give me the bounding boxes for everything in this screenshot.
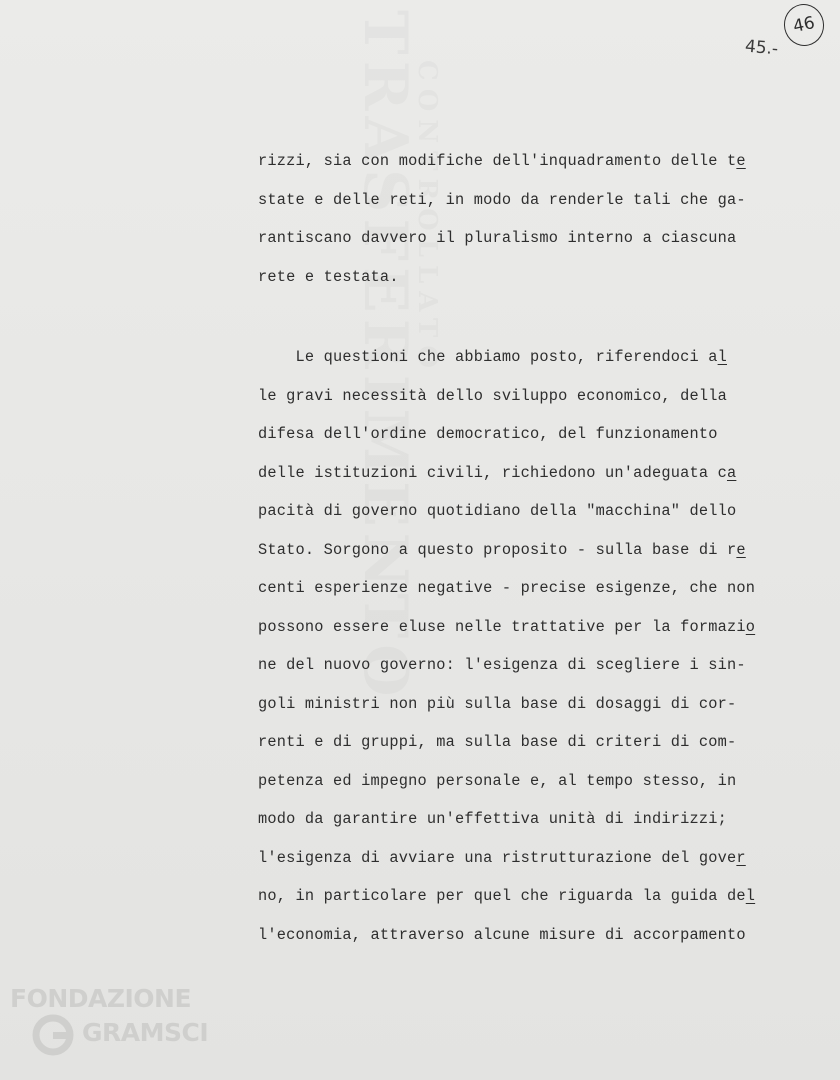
underlined-text: e bbox=[736, 540, 746, 559]
line-text: renti e di gruppi, ma sulla base di criteri di com- bbox=[258, 733, 737, 751]
line-text: centi esperienze negative - precise esigenze, che non bbox=[258, 579, 756, 597]
logo-g-icon bbox=[32, 1014, 74, 1056]
text-line bbox=[258, 258, 798, 297]
line-text: petenza ed impegno personale e, al tempo stesso, in bbox=[258, 771, 737, 790]
text-line bbox=[258, 800, 798, 839]
line-text: no, in particolare per quel che riguarda la guida de bbox=[258, 887, 746, 905]
line-text: state e delle reti, in modo da renderle tali che ga- bbox=[258, 190, 746, 209]
handwritten-page-number: 45.- bbox=[744, 36, 779, 60]
underlined-text: l bbox=[717, 348, 727, 366]
text-line bbox=[258, 531, 798, 570]
archive-logo bbox=[10, 984, 220, 1064]
circled-sheet-number-text: 46 bbox=[791, 12, 817, 38]
text-line bbox=[258, 569, 798, 608]
underlined-text: e bbox=[736, 152, 746, 170]
text-line bbox=[258, 415, 798, 454]
text-line bbox=[258, 762, 798, 801]
line-text: difesa dell'ordine democratico, del funzionamento bbox=[258, 425, 718, 443]
underlined-text: o bbox=[745, 617, 756, 636]
line-text: goli ministri non più sulla base di dosaggi di cor- bbox=[258, 694, 737, 713]
line-text: l'economia, attraverso alcune misure di accorpamento bbox=[258, 925, 746, 944]
text-line bbox=[258, 219, 798, 258]
circled-sheet-number bbox=[780, 0, 828, 49]
paragraph-gap bbox=[258, 296, 798, 338]
text-line bbox=[258, 608, 798, 647]
text-line bbox=[258, 877, 798, 916]
line-text: rantiscano davvero il pluralismo interno a ciascuna bbox=[258, 229, 737, 247]
text-line bbox=[258, 181, 798, 220]
text-line bbox=[258, 338, 798, 377]
underlined-text: l bbox=[745, 887, 756, 905]
line-text: modo da garantire un'effettiva unità di indirizzi; bbox=[258, 810, 727, 828]
line-text: ne del nuovo governo: l'esigenza di scegliere i sin- bbox=[258, 656, 746, 674]
text-line bbox=[258, 492, 798, 531]
text-line bbox=[258, 142, 798, 181]
text-line bbox=[258, 839, 798, 878]
line-text: le gravi necessità dello sviluppo economico, della bbox=[258, 386, 727, 405]
line-text: Stato. Sorgono a questo proposito - sulla base di r bbox=[258, 540, 737, 559]
text-line bbox=[258, 916, 798, 955]
text-line bbox=[258, 685, 798, 724]
line-text: pacità di governo quotidiano della "macchina" dello bbox=[258, 502, 737, 520]
line-text: rete e testata. bbox=[258, 267, 399, 286]
line-text: possono essere eluse nelle trattative per la formazi bbox=[258, 617, 746, 636]
line-text: delle istituzioni civili, richiedono un'adeguata c bbox=[258, 463, 727, 482]
logo-line-1: FONDAZIONE bbox=[10, 984, 192, 1013]
line-text: Le questioni che abbiamo posto, riferendoci a bbox=[258, 348, 718, 366]
logo-line-2: GRAMSCI bbox=[82, 1018, 209, 1047]
text-line bbox=[258, 454, 798, 493]
underlined-text: r bbox=[736, 848, 746, 867]
text-line bbox=[258, 723, 798, 762]
underlined-text: a bbox=[726, 463, 737, 482]
line-text: l'esigenza di avviare una ristrutturazione del gove bbox=[258, 848, 737, 867]
text-line bbox=[258, 377, 798, 416]
typewritten-body bbox=[258, 142, 798, 954]
text-line bbox=[258, 646, 798, 685]
line-text: rizzi, sia con modifiche dell'inquadramento delle t bbox=[258, 152, 737, 170]
